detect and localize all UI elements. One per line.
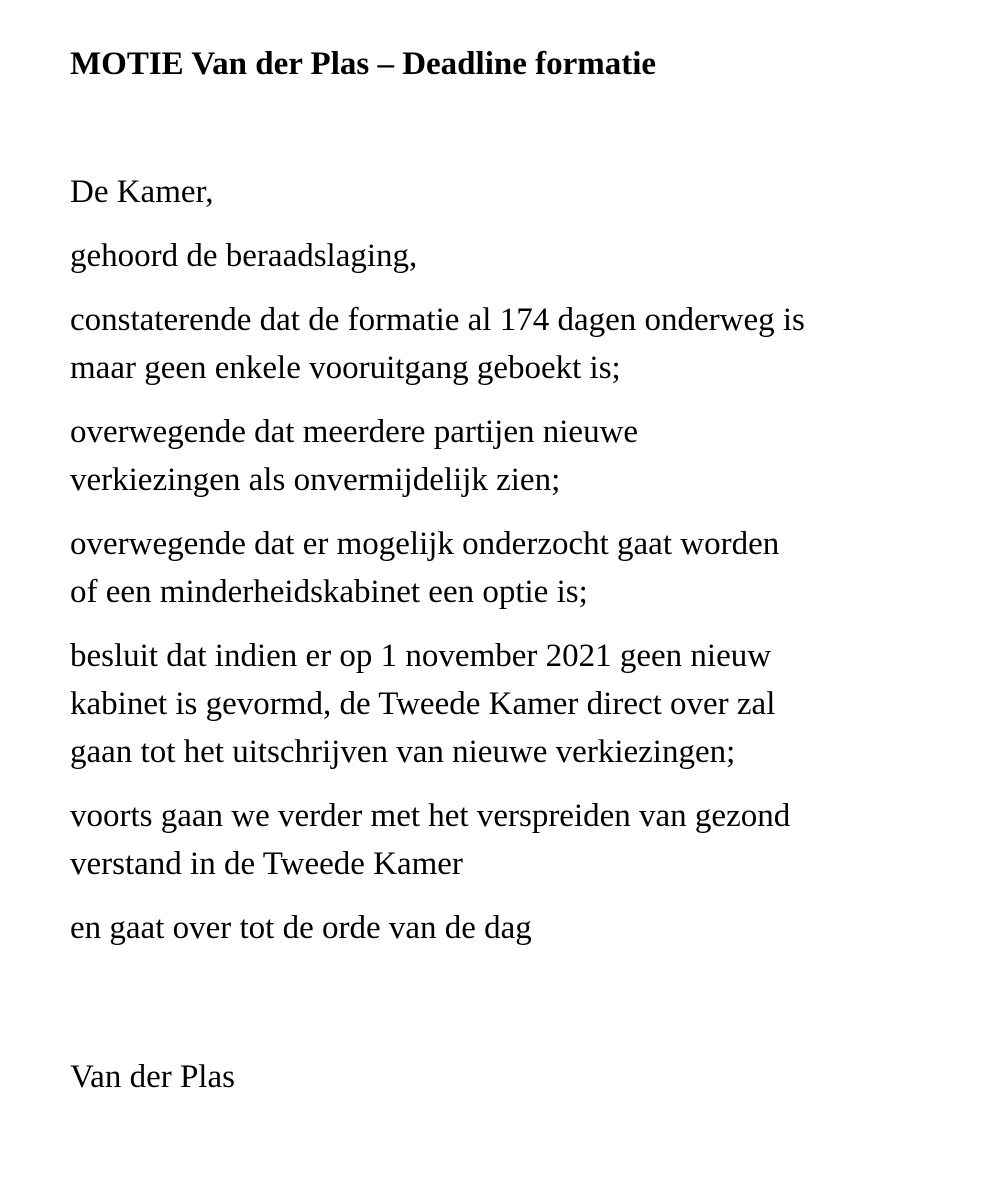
text-line: gehoord de beraadslaging, (70, 238, 418, 274)
paragraph-decision (70, 632, 960, 776)
paragraph-closing (70, 904, 960, 952)
text-line: voorts gaan we verder met het verspreiden van gezond (70, 798, 791, 834)
text-line: De Kamer, (70, 174, 214, 210)
paragraph-further (70, 792, 960, 888)
paragraph-addressee (70, 168, 960, 216)
signature: Van der Plas (70, 1059, 235, 1095)
text-line: gaan tot het uitschrijven van nieuwe verkiezingen; (70, 734, 736, 770)
paragraph-consideration-2 (70, 520, 960, 616)
document-title: MOTIE Van der Plas – Deadline formatie (70, 46, 657, 82)
text-line: of een minderheidskabinet een optie is; (70, 574, 588, 610)
text-line: maar geen enkele vooruitgang geboekt is; (70, 350, 621, 386)
text-line: kabinet is gevormd, de Tweede Kamer direct over zal (70, 686, 776, 722)
text-line: en gaat over tot de orde van de dag (70, 910, 532, 946)
text-line: verkiezingen als onvermijdelijk zien; (70, 462, 561, 498)
text-line: constaterende dat de formatie al 174 dagen onderweg is (70, 302, 805, 338)
text-line: overwegende dat er mogelijk onderzocht gaat worden (70, 526, 780, 562)
text-line: verstand in de Tweede Kamer (70, 846, 463, 882)
text-line: besluit dat indien er op 1 november 2021 geen nieuw (70, 638, 772, 674)
motion-body (70, 168, 960, 968)
text-line: overwegende dat meerdere partijen nieuwe (70, 414, 639, 450)
paragraph-deliberation (70, 232, 960, 280)
paragraph-consideration-1 (70, 408, 960, 504)
paragraph-observation (70, 296, 960, 392)
